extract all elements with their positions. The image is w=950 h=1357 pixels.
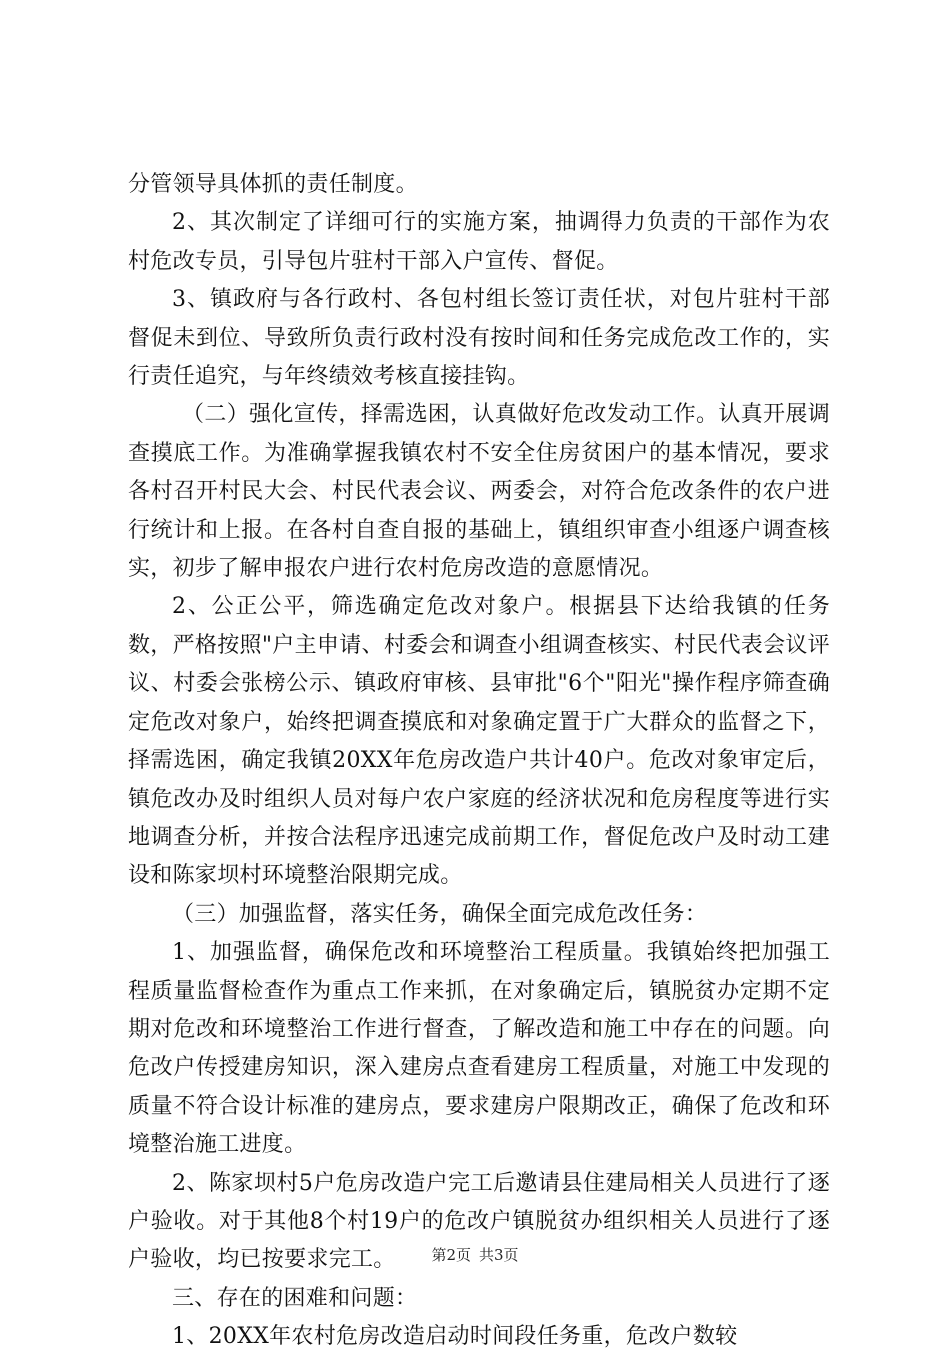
paragraph-problem-1: 1、20XX年农村危房改造启动时间段任务重，危改户数较 <box>172 1324 738 1350</box>
paragraph-fair-selection: 2、公正公平，筛选确定危改对象户。根据县下达给我镇的任务数，严格按照"户主申请、村委会和调查小组调查核实、村民代表会议评议、村委会张榜公示、镇政府审核、县审批"6个"阳光"操作程序筛查确定危改对象户，始终把调查摸底和对象确定置于广大群众的监督之下，择需选困，确定我镇20XX年危房改造户共计40户。危改对象审定后，镇危改办及时组织人员对每户农户家庭的经济状况和危房程度等进行实地调查分析，并按合法程序迅速完成前期工作，督促危改户及时动工建设和陈家坝村环境整治限期完成。 <box>128 594 830 889</box>
page-footer <box>0 1244 950 1265</box>
page-total: 共3页 <box>479 1246 519 1264</box>
paragraph-section-3-heading: （三）加强监督，落实任务，确保全面完成危改任务： <box>172 901 708 927</box>
page-number: 第2页 <box>431 1246 471 1264</box>
paragraph-item-2: 2、其次制定了详细可行的实施方案，抽调得力负责的干部作为农村危改专员，引导包片驻村干部入户宣传、督促。 <box>128 210 830 274</box>
paragraph-section-2: （二）强化宣传，择需选困，认真做好危改发动工作。认真开展调查摸底工作。为准确掌握我镇农村不安全住房贫困户的基本情况，要求各村召开村民大会、村民代表会议、两委会，对符合危改条件的农户进行统计和上报。在各村自查自报的基础上，镇组织审查小组逐户调查核实，初步了解申报农户进行农村危房改造的意愿情况。 <box>128 402 830 582</box>
paragraph-acceptance: 2、陈家坝村5户危房改造户完工后邀请县住建局相关人员进行了逐户验收。对于其他8个村19户的危改户镇脱贫办组织相关人员进行了逐户验收，均已按要求完工。 <box>128 1170 830 1273</box>
paragraph-continuation: 分管领导具体抓的责任制度。 <box>128 172 418 197</box>
paragraph-supervision: 1、加强监督，确保危改和环境整治工程质量。我镇始终把加强工程质量监督检查作为重点工作来抓，在对象确定后，镇脱贫办定期不定期对危改和环境整治工作进行督查，了解改造和施工中存在的问题。向危改户传授建房知识，深入建房点查看建房工程质量，对施工中发现的质量不符合设计标准的建房点，要求建房户限期改正，确保了危改和环境整治施工进度。 <box>128 940 830 1158</box>
paragraph-item-3: 3、镇政府与各行政村、各包村组长签订责任状，对包片驻村干部督促未到位、导致所负责行政村没有按时间和任务完成危改工作的，实行责任追究，与年终绩效考核直接挂钩。 <box>128 287 830 390</box>
paragraph-problems-heading: 三、存在的困难和问题： <box>172 1285 418 1311</box>
document-body <box>128 166 830 1357</box>
